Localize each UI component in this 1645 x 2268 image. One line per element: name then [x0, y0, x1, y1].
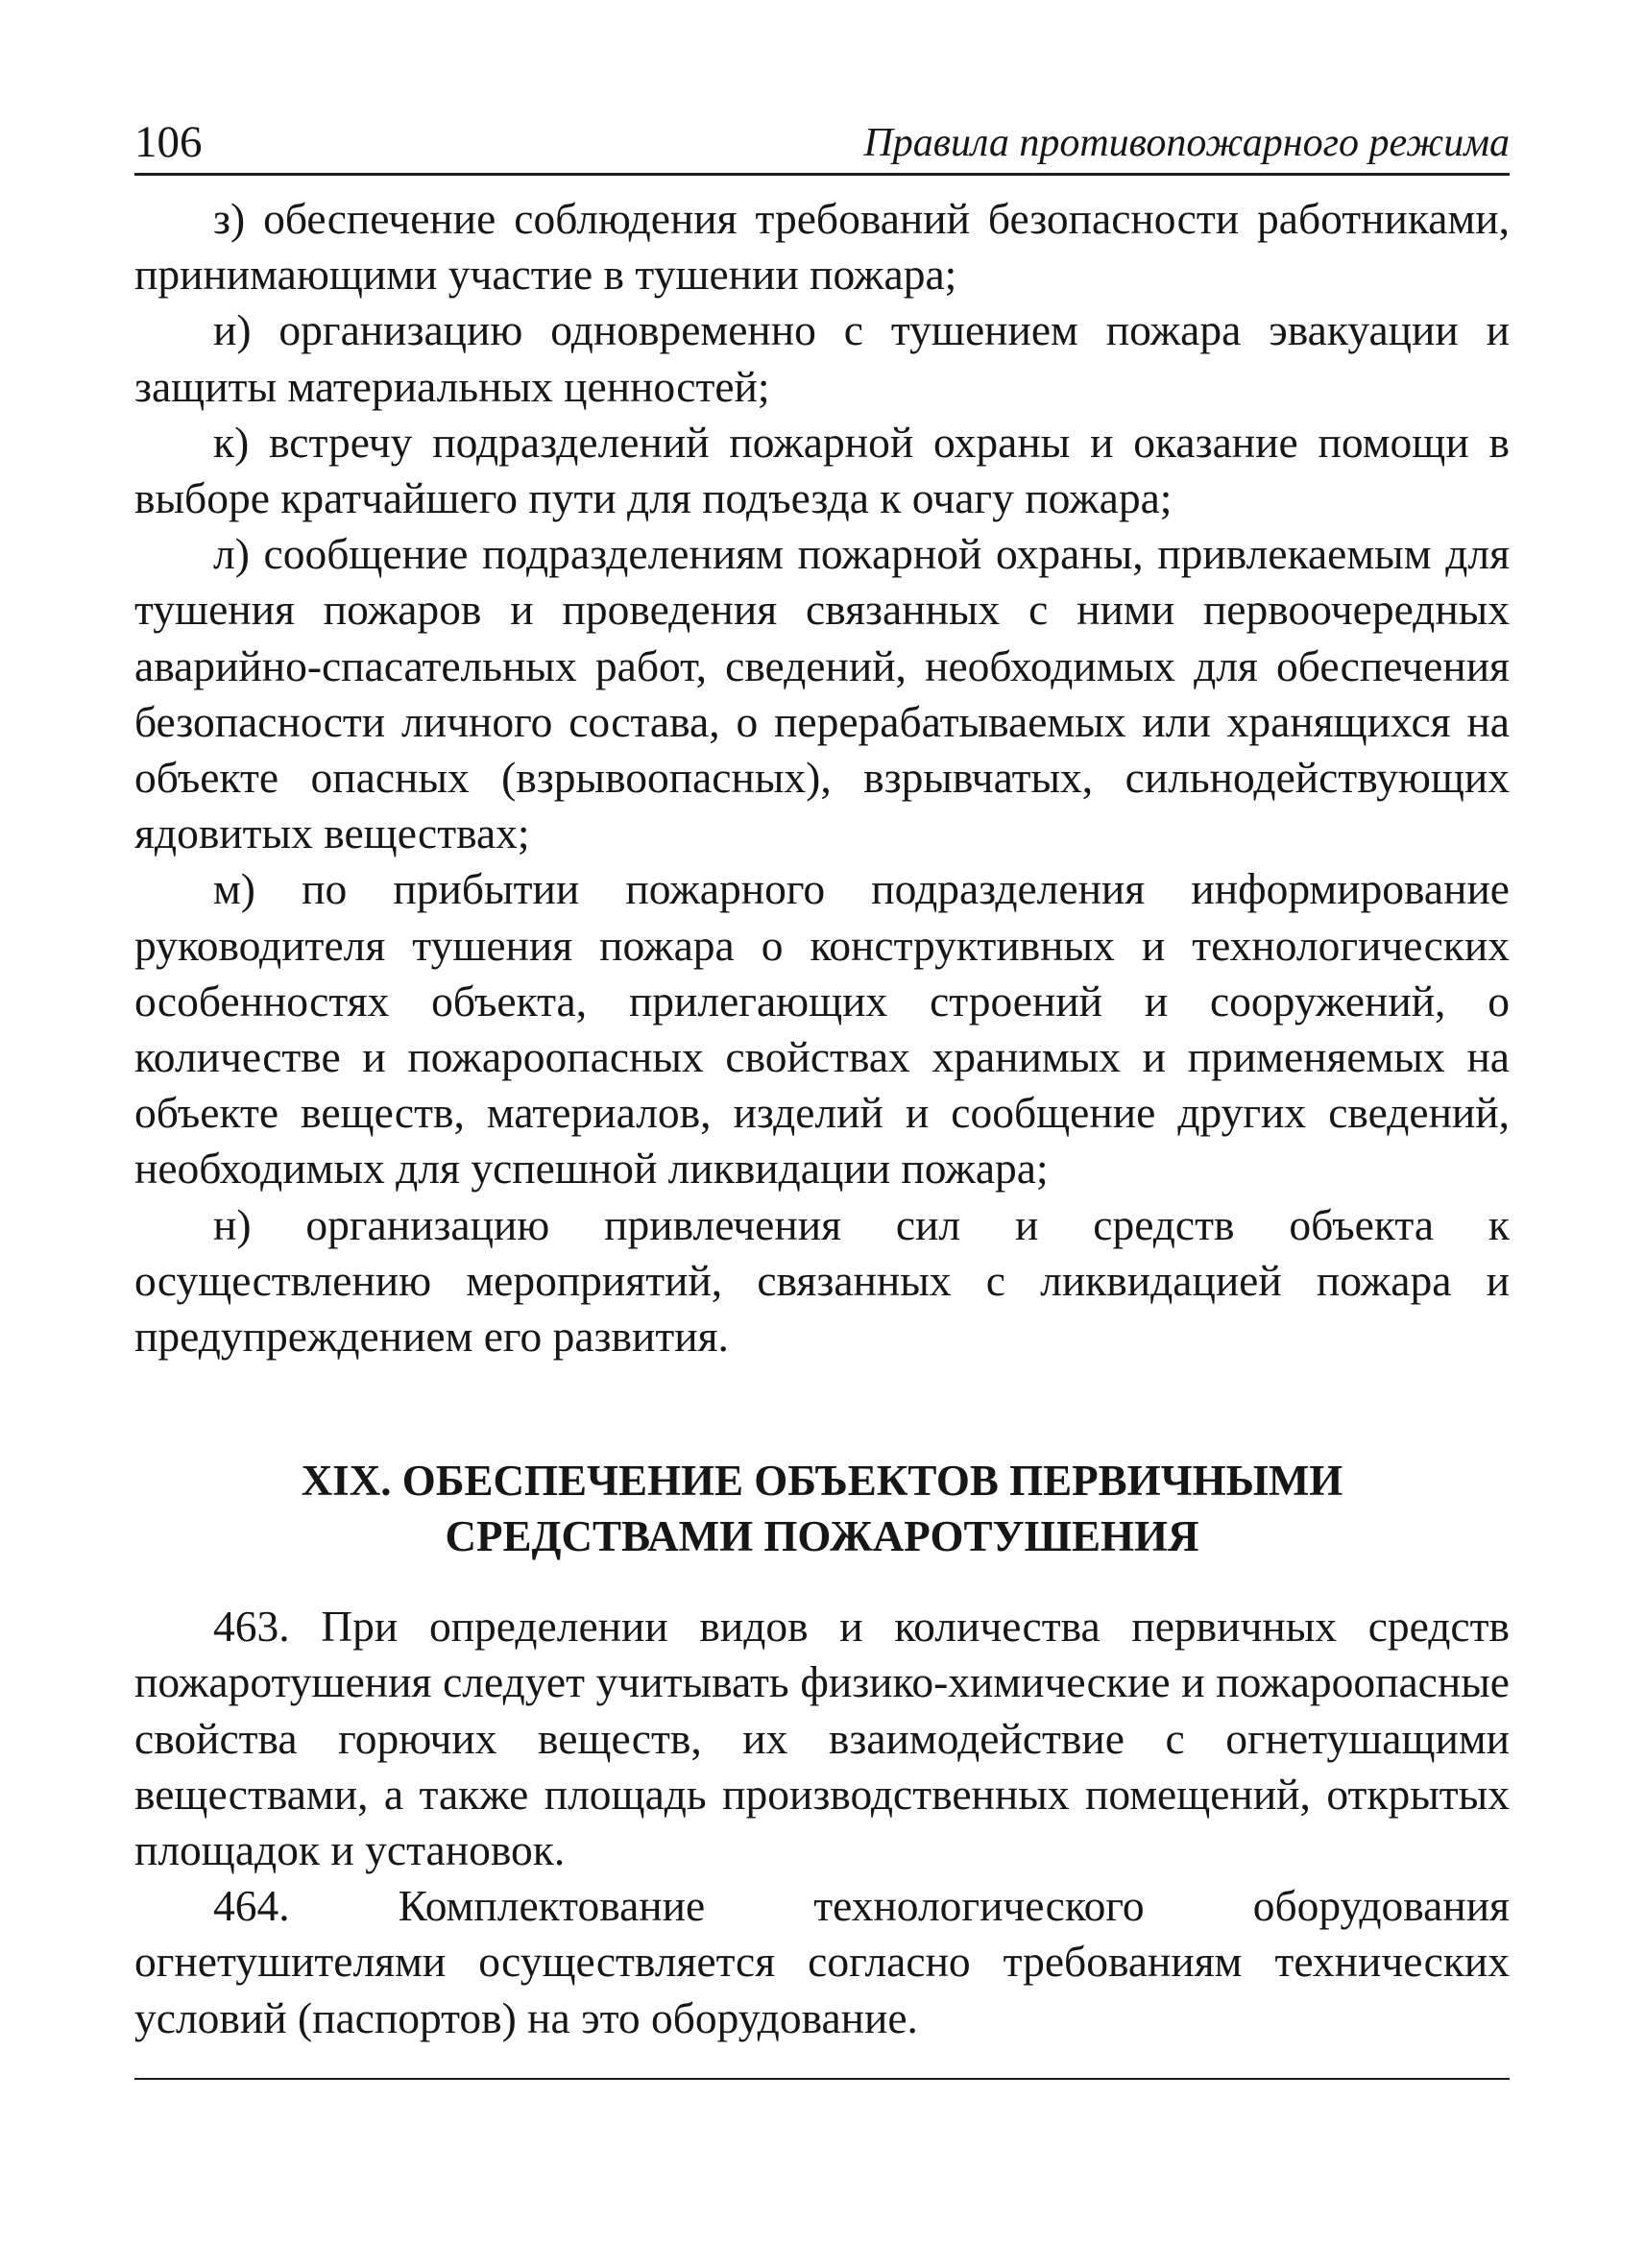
list-item-n: н) организацию привлечения сил и средств объекта к осуществлению мероприятий, связанных с ликвидацией пожара и предупреждением его развития. [134, 1199, 1510, 1362]
running-title: Правила противопожарного режима [863, 121, 1510, 165]
running-header [134, 113, 1510, 176]
bottom-divider [134, 2078, 1510, 2080]
list-item-k: к) встречу подразделений пожарной охраны и оказание помощи в выборе кратчайшего пути для подъезда к очагу пожара; [134, 417, 1510, 523]
paragraph-463: 463. При определении видов и количества первичных средств пожаротушения следует учитывать физико-химические и пожароопасные свойства горючих веществ, их взаимодействие с огнетушащими веществами, а также площадь производственных помещений, открытых площадок и установок. [134, 1602, 1510, 1875]
list-item-i: и) организацию одновременно с тушением пожара эвакуации и защиты материальных ценностей; [134, 305, 1510, 411]
list-item-m: м) по прибытии пожарного подразделения информирование руководителя тушения пожара о конструктивных и технологических особенностях объекта, прилегающих строений и сооружений, о количестве и пожароопасных свойствах хранимых и применяемых на объекте веществ, материалов, изделий и сообщение других сведений, необходимых для успешной ликвидации пожара; [134, 864, 1510, 1194]
list-item-z: з) обеспечение соблюдения требований безопасности работниками, принимающими участие в тушении пожара; [134, 194, 1510, 300]
document-page [134, 113, 1510, 2130]
body-text [134, 191, 1510, 2046]
page-number: 106 [134, 117, 203, 167]
section-heading [134, 1453, 1510, 1564]
section-heading-line-2: СРЕДСТВАМИ ПОЖАРОТУШЕНИЯ [445, 1512, 1199, 1561]
paragraph-464: 464. Комплектование технологического оборудования огнетушителями осуществляется согласно требованиям технических условий (паспортов) на это оборудование. [134, 1881, 1510, 2042]
section-heading-line-1: XIX. ОБЕСПЕЧЕНИЕ ОБЪЕКТОВ ПЕРВИЧНЫМИ [301, 1457, 1343, 1506]
list-item-l: л) сообщение подразделениям пожарной охраны, привлекаемым для тушения пожаров и проведения связанных с ними первоочередных аварийно-спасательных работ, сведений, необходимых для обеспечения безопасности личного состава, о перерабатываемых или хранящихся на объекте опасных (взрывоопасных), взрывчатых, сильнодействующих ядовитых веществах; [134, 529, 1510, 858]
